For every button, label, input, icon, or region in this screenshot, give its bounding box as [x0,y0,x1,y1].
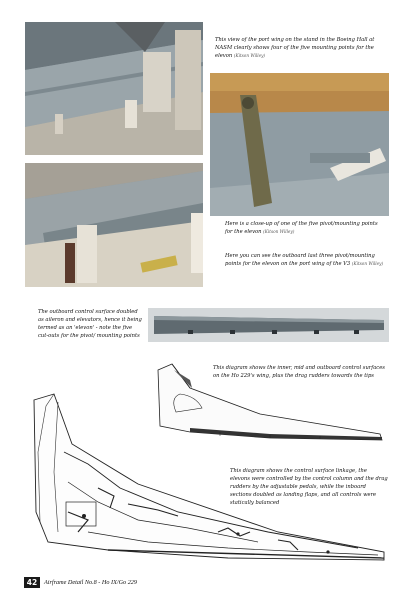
caption-control-surfaces: This diagram shows the inner, mid and outboard control surfaces on the Ho 229's wing, plus the drag rudders towards the tips [213,365,385,379]
photo-port-wing-stand [25,22,203,155]
photo-outboard-pivots [25,163,203,287]
caption-pivot-closeup: Here is a close-up of one of the five pivot/mounting points for the elevon (Kitson Willey) [225,221,378,235]
caption-outboard-pivots: Here you can see the outboard last three pivot/mounting points for the elevon on the port wing of the V3 (Kitson Willey) [225,253,384,267]
photo-elevon-surface [148,308,389,342]
caption-credit: (Kitson Willey) [233,53,266,58]
page-number: 42 [24,577,40,588]
caption-credit: (Kitson Willey) [351,261,384,266]
publication-title: Airframe Detail No.8 - Ho IX/Go 229 [44,579,137,586]
caption-elevon: The outboard control surface doubled as aileron and elevators, hence it being termed as an 'elevon' - note the five cut-outs for the pivot/ mounting points [38,309,142,339]
photo-pivot-closeup [210,73,389,216]
caption-credit: (Kitson Willey) [263,229,295,234]
caption-port-wing: This view of the port wing on the stand in the Boeing Hall at NASM clearly shows four of the five mounting points for the elevon (Kitson Willey) [215,37,375,59]
caption-control-linkage: This diagram shows the control surface linkage, the elevons were controlled by the control column and the drag rudders by the adjustable pedals, while the inboard sections doubled as landing flaps, and all controls were statically balanced [230,468,388,506]
